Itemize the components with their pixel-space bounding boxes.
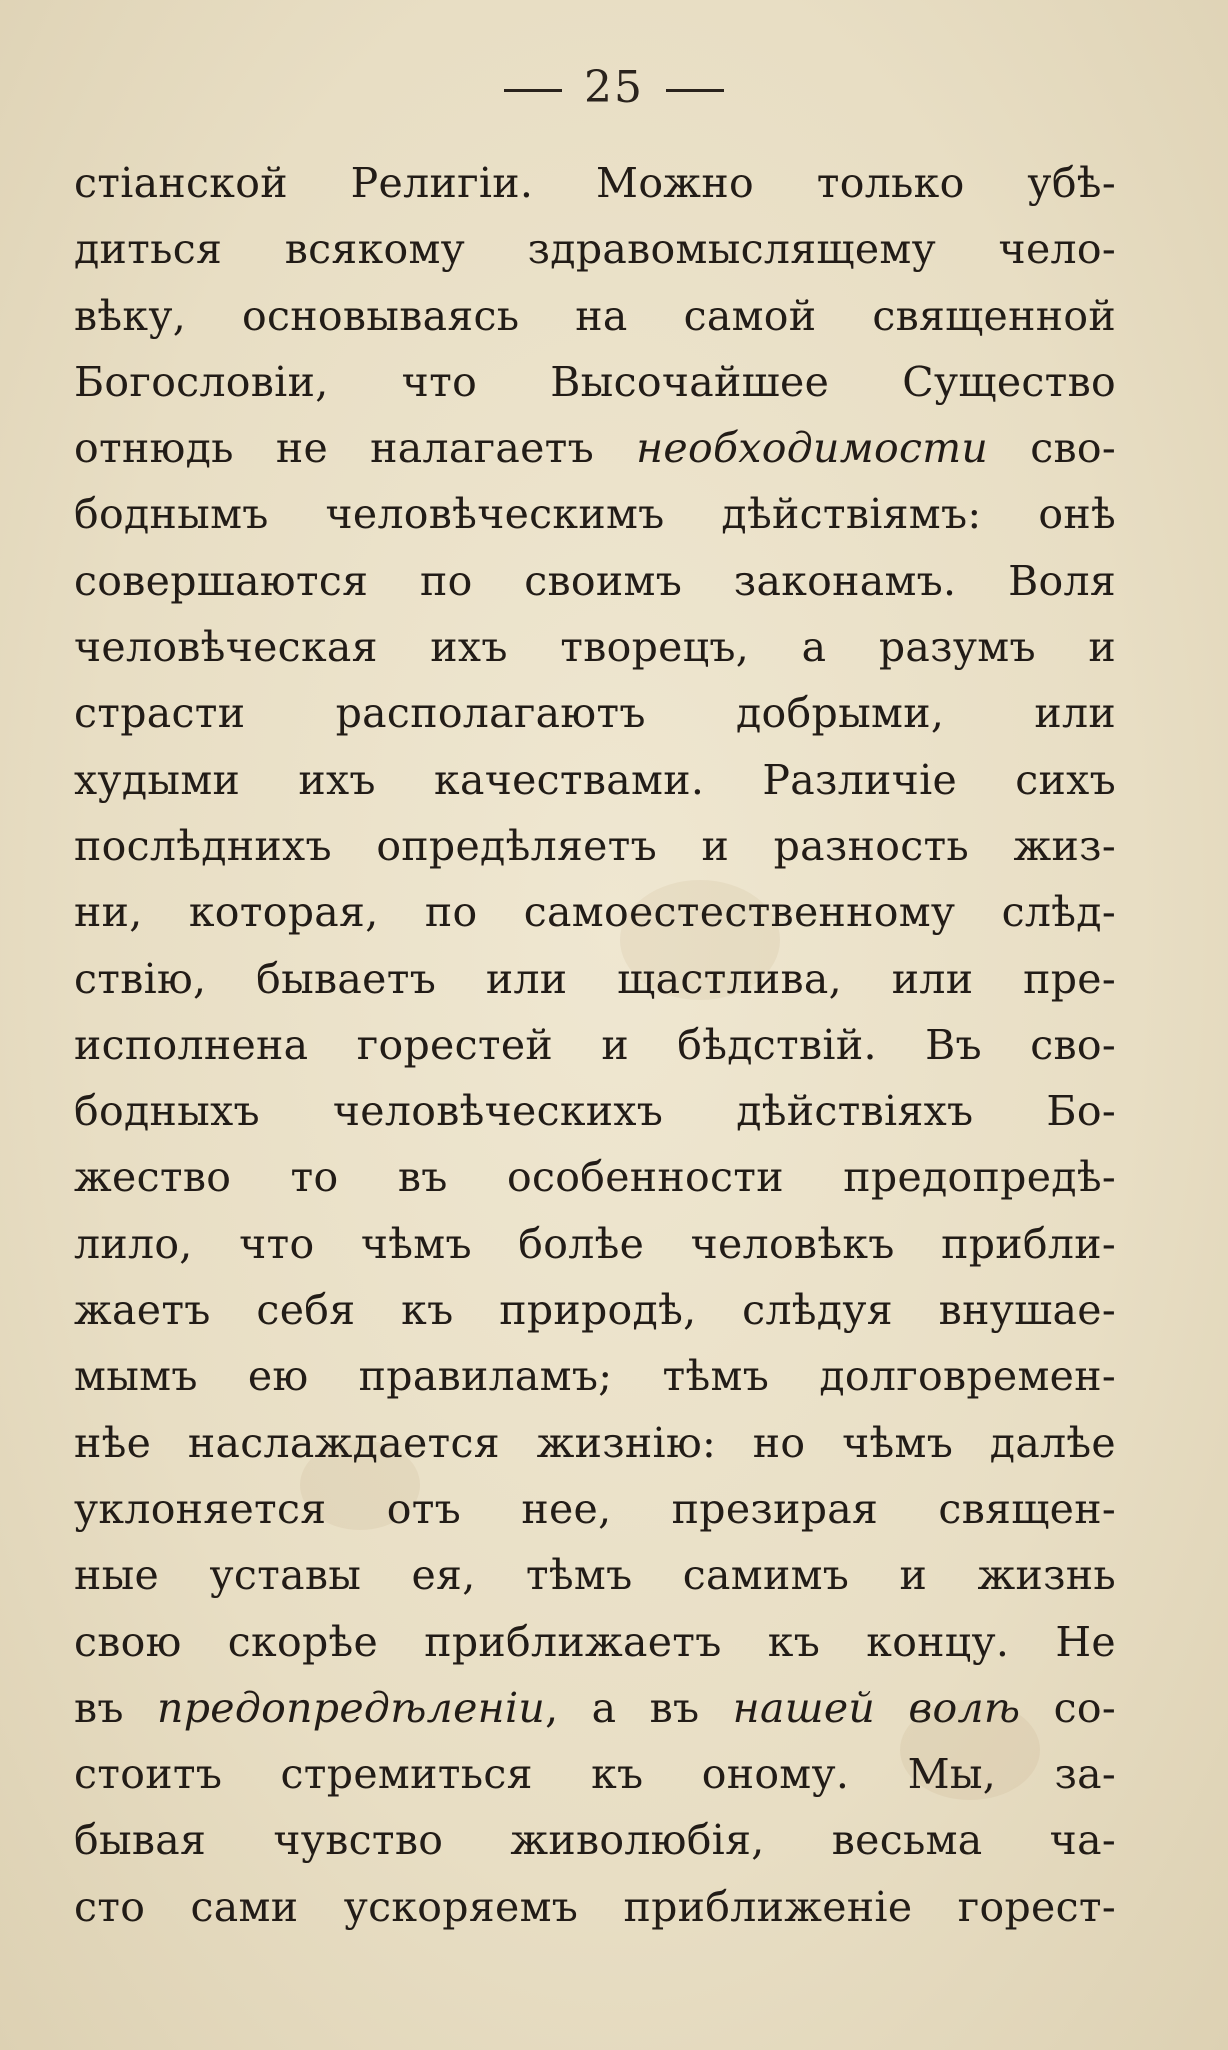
text-segment: въ [74, 1683, 158, 1732]
text-line [74, 1542, 1116, 1608]
text-line [74, 1078, 1116, 1144]
text-segment: бывая чувство живолюбія, весьма ча- [74, 1816, 1116, 1865]
text-segment: ни, которая, по самоестественному слѣд- [74, 888, 1116, 937]
text-segment: жество то въ особенности предопредѣ- [74, 1153, 1116, 1202]
text-line [74, 1144, 1116, 1210]
text-segment: стоитъ стремиться къ оному. Мы, за- [74, 1750, 1116, 1799]
text-segment: Богословіи, что Высочайшее Существо [74, 357, 1116, 406]
text-line [74, 1277, 1116, 1343]
text-segment: ствію, бываетъ или щастлива, или пре- [74, 954, 1116, 1003]
text-line [74, 680, 1116, 746]
text-segment: сво- [988, 424, 1116, 473]
text-line [74, 946, 1116, 1012]
page-number: 25 [584, 62, 644, 113]
text-segment: отнюдь не налагаетъ [74, 424, 637, 473]
header-dash-left [504, 89, 562, 92]
text-line [74, 813, 1116, 879]
text-segment: , а въ [545, 1683, 733, 1732]
text-line [74, 1410, 1116, 1476]
text-line [74, 1741, 1116, 1807]
text-segment: диться всякому здравомыслящему чело- [74, 225, 1116, 274]
text-segment: ные уставы ея, тѣмъ самимъ и жизнь [74, 1551, 1116, 1600]
text-line [74, 548, 1116, 614]
body-text [74, 150, 1116, 1940]
text-segment: вѣку, основываясь на самой священной [74, 291, 1116, 340]
text-line [74, 1609, 1116, 1675]
text-segment: послѣднихъ опредѣляетъ и разность жиз- [74, 821, 1116, 870]
italic-text: предопредѣленіи [157, 1683, 546, 1732]
text-line [74, 283, 1116, 349]
text-segment: уклоняется отъ нее, презирая священ- [74, 1484, 1116, 1533]
text-segment: мымъ ею правиламъ; тѣмъ долговремен- [74, 1352, 1116, 1401]
header-dash-right [666, 89, 724, 92]
text-segment: сто сами ускоряемъ приближеніе горест- [74, 1882, 1116, 1931]
text-line [74, 1476, 1116, 1542]
text-line [74, 1343, 1116, 1409]
text-line [74, 1211, 1116, 1277]
text-line [74, 747, 1116, 813]
text-line [74, 1675, 1116, 1741]
text-segment: боднымъ человѣческимъ дѣйствіямъ: онѣ [74, 490, 1116, 539]
text-segment: жаетъ себя къ природѣ, слѣдуя внушае- [74, 1286, 1116, 1335]
text-segment: человѣческая ихъ творецъ, а разумъ и [74, 623, 1116, 672]
text-line [74, 415, 1116, 481]
text-line [74, 216, 1116, 282]
text-line [74, 1807, 1116, 1873]
text-segment: лило, что чѣмъ болѣе человѣкъ прибли- [74, 1219, 1116, 1268]
text-line [74, 614, 1116, 680]
text-segment: свою скорѣе приближаетъ къ концу. Не [74, 1617, 1116, 1666]
text-line [74, 879, 1116, 945]
text-line [74, 150, 1116, 216]
text-segment: со- [1020, 1683, 1117, 1732]
italic-text: необходимости [636, 424, 989, 473]
text-segment: стіанской Религіи. Можно только убѣ- [74, 159, 1116, 207]
text-line [74, 349, 1116, 415]
text-segment: страсти располагаютъ добрыми, или [74, 689, 1116, 738]
page-header [0, 62, 1228, 113]
text-segment: худыми ихъ качествами. Различіе сихъ [74, 755, 1116, 804]
text-line [74, 1012, 1116, 1078]
text-line [74, 1874, 1116, 1940]
text-segment: бодныхъ человѣческихъ дѣйствіяхъ Бо- [74, 1087, 1116, 1136]
text-segment: нѣе наслаждается жизнію: но чѣмъ далѣе [74, 1418, 1116, 1467]
text-line [74, 481, 1116, 547]
italic-text: нашей волѣ [732, 1683, 1021, 1732]
text-segment: совершаются по своимъ законамъ. Воля [74, 556, 1116, 605]
text-segment: исполнена горестей и бѣдствій. Въ сво- [74, 1020, 1116, 1069]
